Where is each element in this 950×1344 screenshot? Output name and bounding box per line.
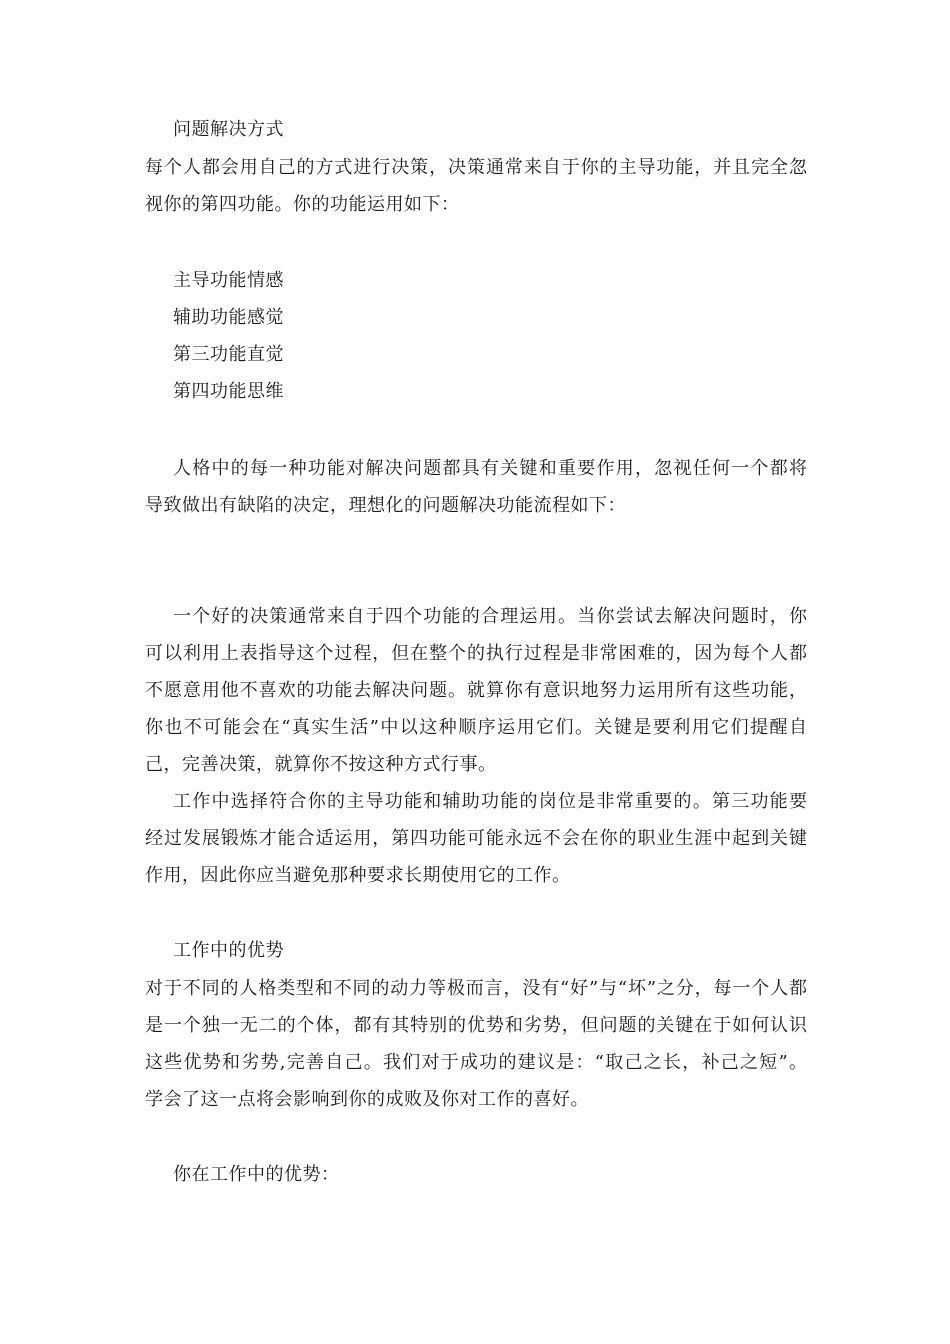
section-heading-strengths: 工作中的优势	[173, 940, 284, 961]
paragraph3-line-3: 作用，因此你应当避免那种要求长期使用它的工作。	[145, 865, 571, 886]
paragraph3-line-1: 工作中选择符合你的主导功能和辅助功能的岗位是非常重要的。第三功能要	[173, 791, 807, 812]
paragraph2-line-1: 一个好的决策通常来自于四个功能的合理运用。当你尝试去解决问题时，你	[173, 606, 807, 627]
function-tertiary: 第三功能直觉	[173, 344, 284, 365]
function-auxiliary: 辅助功能感觉	[173, 307, 284, 328]
function-dominant: 主导功能情感	[173, 270, 284, 291]
paragraph1-line-2: 导致做出有缺陷的决定，理想化的问题解决功能流程如下：	[145, 495, 626, 516]
strengths-subheading: 你在工作中的优势：	[173, 1164, 340, 1185]
intro-line-2: 视你的第四功能。你的功能运用如下：	[145, 194, 460, 215]
function-inferior: 第四功能思维	[173, 381, 284, 402]
paragraph2-line-4: 你也不可能会在“真实生活”中以这种顺序运用它们。关键是要利用它们提醒自	[145, 717, 807, 738]
paragraph2-line-5: 己，完善决策，就算你不按这种方式行事。	[145, 754, 497, 775]
intro-line-1: 每个人都会用自己的方式进行决策，决策通常来自于你的主导功能，并且完全忽	[145, 157, 807, 178]
strengths-intro-line-3: 这些优势和劣势,完善自己。我们对于成功的建议是：“取己之长，补己之短”。	[145, 1052, 807, 1073]
section-heading-problem-solving: 问题解决方式	[173, 119, 284, 140]
paragraph1-line-1: 人格中的每一种功能对解决问题都具有关键和重要作用，忽视任何一个都将	[173, 458, 807, 479]
paragraph2-line-2: 可以利用上表指导这个过程，但在整个的执行过程是非常困难的，因为每个人都	[145, 643, 807, 664]
strengths-intro-line-4: 学会了这一点将会影响到你的成败及你对工作的喜好。	[145, 1089, 589, 1110]
paragraph3-line-2: 经过发展锻炼才能合适运用，第四功能可能永远不会在你的职业生涯中起到关键	[145, 828, 807, 849]
strengths-intro-line-1: 对于不同的人格类型和不同的动力等极而言，没有“好”与“坏”之分，每一个人都	[145, 978, 807, 999]
strengths-intro-line-2: 是一个独一无二的个体，都有其特别的优势和劣势，但问题的关键在于如何认识	[145, 1015, 807, 1036]
paragraph2-line-3: 不愿意用他不喜欢的功能去解决问题。就算你有意识地努力运用所有这些功能，	[145, 680, 807, 701]
